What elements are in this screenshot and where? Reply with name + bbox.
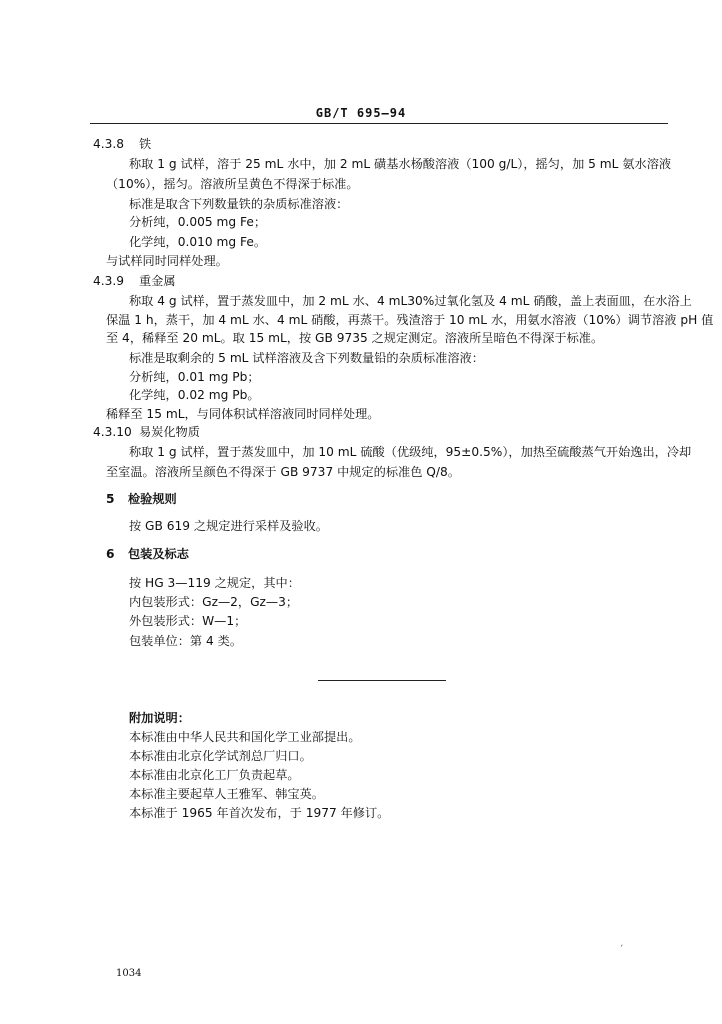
paragraph-line: （10%），摇匀。溶液所呈黄色不得深于标准。 <box>106 177 359 191</box>
paragraph-line: 按 GB 619 之规定进行采样及验收。 <box>129 519 328 533</box>
page-number: 1034 <box>116 968 142 979</box>
section-number: 4.3.10 <box>93 425 132 439</box>
scan-speck: ˊ <box>619 945 624 955</box>
appendix-line: 本标准由北京化学试剂总厂归口。 <box>129 749 312 763</box>
paragraph-line: 至室温。溶液所呈颜色不得深于 GB 9737 中规定的标准色 Q/8。 <box>106 465 460 479</box>
header-rule <box>90 123 668 124</box>
section-title: 铁 <box>139 137 152 151</box>
section-title: 检验规则 <box>128 492 177 506</box>
list-item: 分析纯，0.01 mg Pb； <box>129 370 260 384</box>
list-item: 外包装形式：W—1； <box>129 614 247 628</box>
paragraph-line: 至 4，稀释至 20 mL。取 15 mL，按 GB 9735 之规定测定。溶液所呈暗色不得深于标准。 <box>106 331 604 345</box>
section-4-3-9-heading <box>93 274 176 288</box>
section-number: 4.3.9 <box>93 274 125 288</box>
list-item: 包装单位：第 4 类。 <box>129 634 243 648</box>
list-item: 化学纯，0.010 mg Fe。 <box>129 235 267 249</box>
standard-number-header: GB/T 695—94 <box>315 106 407 120</box>
appendix-line: 本标准主要起草人王雅军、韩宝英。 <box>129 787 324 801</box>
paragraph-line: 称取 4 g 试样，置于蒸发皿中，加 2 mL 水、4 mL30%过氧化氢及 4 mL 硝酸，盖上表面皿，在水浴上 <box>129 294 692 308</box>
appendix-title: 附加说明： <box>129 711 190 725</box>
section-5-heading <box>106 492 177 506</box>
section-4-3-10-heading <box>93 425 200 439</box>
appendix-line: 本标准于 1965 年首次发布，于 1977 年修订。 <box>129 806 390 820</box>
paragraph-line: 称取 1 g 试样，置于蒸发皿中，加 10 mL 硫酸（优级纯，95±0.5%），加热至硫酸蒸气开始逸出，冷却 <box>129 445 692 459</box>
paragraph-line: 称取 1 g 试样，溶于 25 mL 水中，加 2 mL 磺基水杨酸溶液（100 g/L），摇匀，加 5 mL 氨水溶液 <box>129 157 672 171</box>
list-item: 按 HG 3—119 之规定，其中： <box>129 576 300 590</box>
section-separator <box>318 680 446 681</box>
paragraph-line: 标准是取剩余的 5 mL 试样溶液及含下列数量铅的杂质标准溶液： <box>129 351 484 365</box>
list-item: 化学纯，0.02 mg Pb。 <box>129 388 260 402</box>
section-title: 易炭化物质 <box>139 425 200 439</box>
section-title: 重金属 <box>139 274 176 288</box>
list-item: 分析纯，0.005 mg Fe； <box>129 215 267 229</box>
appendix-line: 本标准由中华人民共和国化学工业部提出。 <box>129 730 361 744</box>
section-4-3-8-heading <box>93 137 151 151</box>
appendix-line: 本标准由北京化工厂负责起草。 <box>129 768 300 782</box>
section-title: 包装及标志 <box>128 547 189 561</box>
section-number: 6 <box>106 547 115 561</box>
paragraph-line: 稀释至 15 mL，与同体积试样溶液同时同样处理。 <box>106 407 380 421</box>
section-number: 5 <box>106 492 115 506</box>
list-item: 内包装形式：Gz—2，Gz—3； <box>129 595 299 609</box>
section-number: 4.3.8 <box>93 137 125 151</box>
paragraph-line: 与试样同时同样处理。 <box>106 254 228 268</box>
paragraph-line: 标准是取含下列数量铁的杂质标准溶液： <box>129 197 349 211</box>
paragraph-line: 保温 1 h，蒸干，加 4 mL 水、4 mL 硝酸，再蒸干。残渣溶于 10 mL 水，用氨水溶液（10%）调节溶液 pH 值 <box>106 313 714 327</box>
section-6-heading <box>106 547 189 561</box>
